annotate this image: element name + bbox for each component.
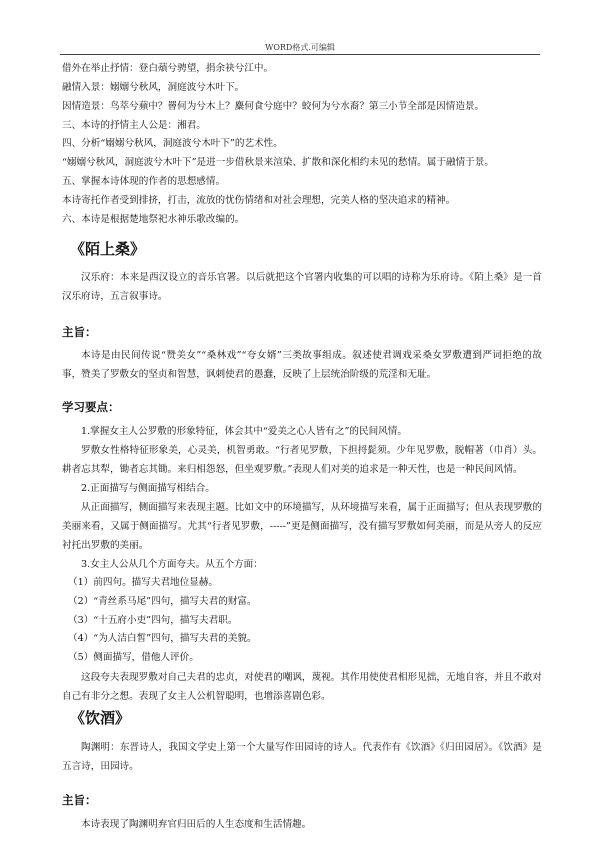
- page-header: WORD格式.可编辑: [265, 43, 335, 52]
- list-item: （2）“青丝系马尾”四句，描写夫君的财富。: [68, 596, 257, 607]
- text-line: 六、本诗是根据楚地祭祀水神乐歌改编的。: [62, 214, 245, 225]
- poem-title: 《陌上桑》: [70, 240, 146, 258]
- closing-paragraph: 这段夸夫表现罗敷对自己夫君的忠贞，对使君的嘲讽，蔑视。其作用使使君相形见拙，无地自容，并且不敢对自己有非分之想。表现了女主人公机智聪明，也增添喜剧色彩。: [62, 672, 542, 702]
- section-heading: 学习要点：: [62, 400, 120, 414]
- section-heading: 主旨：: [62, 793, 97, 807]
- study-point: 1.掌握女主人公罗敷的形象特征，体会其中“爱美之心人皆有之”的民间风情。: [81, 426, 407, 437]
- text-line: 三、本诗的抒情主人公是：湘君。: [62, 120, 206, 131]
- study-point: 2.正面描写与侧面描写相结合。: [81, 483, 215, 494]
- text-line: 融情入景：嫋嫋兮秋风，洞庭波兮木叶下。: [62, 82, 245, 93]
- intro-paragraph: 汉乐府：本来是西汉设立的音乐官署。以后就把这个官署内收集的可以唱的诗称为乐府诗。《陌上桑》是一首汉乐府诗，五言叙事诗。: [62, 272, 542, 302]
- text-line: 本诗寄托作者受到排挤，打击，流放的忧伤情绪和对社会理想，完美人格的坚决追求的精神。: [62, 195, 456, 206]
- list-item: （1）前四句。描写夫君地位显赫。: [68, 577, 219, 588]
- list-item: （4）“为人洁白皙”四句，描写夫君的美貌。: [68, 633, 257, 644]
- text-line: 四、分析“嫋嫋兮秋风，洞庭波兮木叶下”的艺术性。: [62, 138, 283, 149]
- text-line: “嫋嫋兮秋风，洞庭波兮木叶下”是进一步借秋景来渲染、扩散和深化相约未见的愁情。属于融情于景。: [62, 157, 494, 168]
- intro-paragraph: 陶渊明：东晋诗人，我国文学史上第一个大量写作田园诗的诗人。代表作有《饮酒》《归田园居》。《饮酒》是五言诗，田园诗。: [62, 742, 542, 772]
- text-line: 借外在举止抒情：登白薠兮骋望，捐余袂兮江中。: [62, 63, 274, 74]
- study-point-detail: 从正面描写，侧面描写来表现主题。比如文中的环境描写，从环境描写来看，属于正面描写；但从表现罗敷的美丽来看，又属于侧面描写。尤其“行者见罗敷，-----”更是侧面描写，没有描写罗敷如何美丽，而是从旁人的反应衬托出罗敷的美丽。: [62, 502, 542, 551]
- text-line: 五、掌握本诗体现的作者的思想感情。: [62, 176, 226, 187]
- study-point: 3.女主人公从几个方面夸夫。从五个方面：: [81, 559, 263, 570]
- header-divider: [60, 54, 540, 55]
- list-item: （3）“十五府小吏”四句，描写夫君职。: [68, 615, 238, 626]
- section-heading: 主旨：: [62, 325, 97, 339]
- theme-paragraph: 本诗表现了陶渊明弃官归田后的人生态度和生活情趣。: [81, 819, 312, 830]
- list-item: （5）侧面描写，借他人评价。: [68, 652, 199, 663]
- poem-title: 《饮酒》: [70, 709, 131, 727]
- text-line: 因情造景：鸟萃兮蘋中？罾何为兮木上？麋何食兮庭中？蛟何为兮水裔？第三小节全部是因情造景。: [62, 101, 485, 112]
- theme-paragraph: 本诗是由民间传说“赞美女”“桑林戏”“夸女婿”三类故事组成。叙述使君调戏采桑女罗敷遭到严词拒绝的故事，赞美了罗敷女的坚贞和智慧，讽刺使君的愚蠢，反映了上层统治阶级的荒淫和无耻。: [62, 350, 542, 380]
- study-point-detail: 罗敷女性格特征形象美，心灵美，机智勇敢。“行者见罗敷，下担捋髭须。少年见罗敷，脱帽著（巾肖）头。耕者忘其犁，锄者忘其锄。来归相怨怒，但坐观罗敷。”表现人们对美的追求是一种天性，也是一种民间风情。: [62, 445, 542, 475]
